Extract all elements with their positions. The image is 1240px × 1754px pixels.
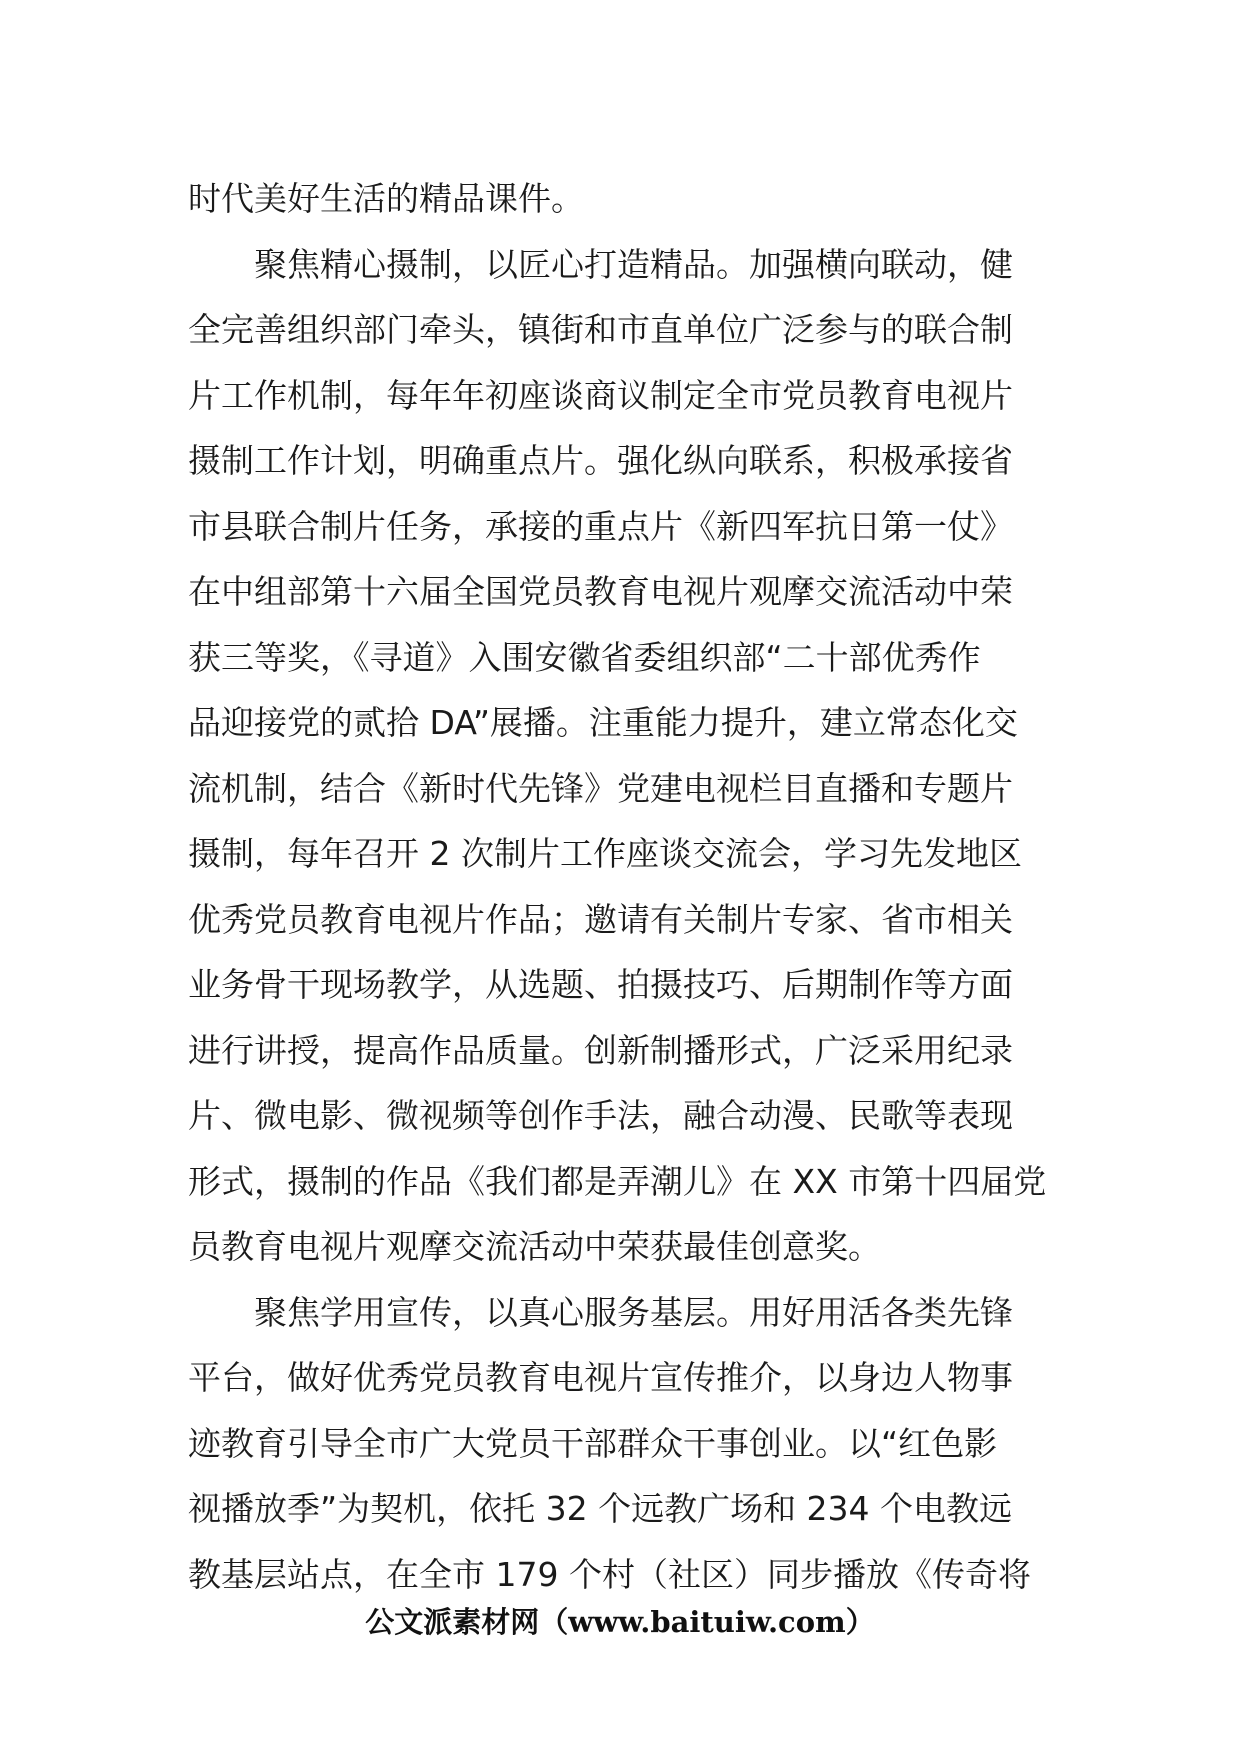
text-line: 形式，摄制的作品《我们都是弄潮儿》在 XX 市第十四届党 <box>188 1161 1047 1201</box>
text-line: 流机制，结合《新时代先锋》党建电视栏目直播和专题片 <box>188 768 1013 808</box>
text-line: 平台，做好优秀党员教育电视片宣传推介，以身边人物事 <box>188 1358 1013 1397</box>
text-line: 优秀党员教育电视片作品；邀请有关制片专家、省市相关 <box>188 899 1013 939</box>
text-line: 市县联合制片任务，承接的重点片《新四军抗日第一仗》 <box>188 506 1013 546</box>
text-line: 聚焦学用宣传，以真心服务基层。用好用活各类先锋 <box>188 1292 1013 1332</box>
text-line: 摄制，每年召开 2 次制片工作座谈交流会，学习先发地区 <box>188 834 1022 873</box>
text-line: 教基层站点，在全市 179 个村（社区）同步播放《传奇将 <box>188 1554 1031 1594</box>
text-line: 进行讲授，提高作品质量。创新制播形式，广泛采用纪录 <box>188 1030 1013 1070</box>
text-line: 片、微电影、微视频等创作手法，融合动漫、民歌等表现 <box>188 1096 1013 1135</box>
text-line: 聚焦精心摄制，以匠心打造精品。加强横向联动，健 <box>188 244 1013 284</box>
text-line: 迹教育引导全市广大党员干部群众干事创业。以“红色影 <box>188 1423 998 1463</box>
text-line: 摄制工作计划，明确重点片。强化纵向联系，积极承接省 <box>188 441 1013 480</box>
text-line: 业务骨干现场教学，从选题、拍摄技巧、后期制作等方面 <box>188 965 1013 1004</box>
text-line: 品迎接党的贰拾 DA”展播。注重能力提升，建立常态化交 <box>188 703 1018 742</box>
text-line: 视播放季”为契机，依托 32 个远教广场和 234 个电教远 <box>188 1489 1013 1528</box>
text-line: 片工作机制，每年年初座谈商议制定全市党员教育电视片 <box>188 375 1013 415</box>
text-line: 在中组部第十六届全国党员教育电视片观摩交流活动中荣 <box>188 572 1013 611</box>
text-line: 获三等奖，《寻道》入围安徽省委组织部“二十部优秀作 <box>188 637 981 677</box>
text-line: 时代美好生活的精品课件。 <box>188 179 584 218</box>
text-line: 员教育电视片观摩交流活动中荣获最佳创意奖。 <box>188 1227 881 1266</box>
footer-watermark: 公文派素材网（www.baituiw.com） <box>365 1605 875 1639</box>
text-line: 全完善组织部门牵头，镇街和市直单位广泛参与的联合制 <box>188 310 1013 349</box>
body-text <box>188 166 1058 1607</box>
